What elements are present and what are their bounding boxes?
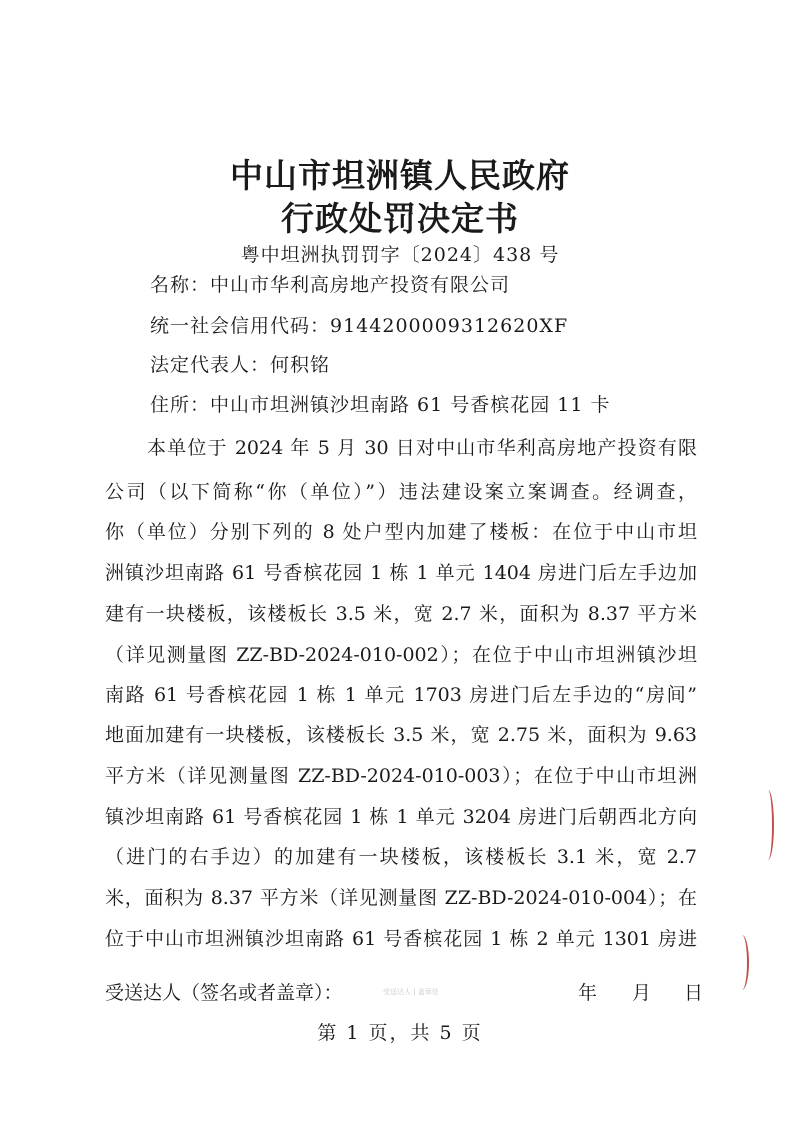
body-line: 建有一块楼板，该楼板长 3.5 米，宽 2.7 米，面积为 8.37 平方米 [105, 603, 697, 625]
body-line: 本单位于 2024 年 5 月 30 日对中山市华利高房地产投资有限 [147, 437, 697, 459]
body-line: 镇沙坦南路 61 号香槟花园 1 栋 1 单元 3204 房进门后朝西北方向 [105, 806, 697, 828]
faint-stamp-text: 受送达人 | 盖章处 [383, 988, 439, 996]
body-line: 平方米（详见测量图 ZZ-BD-2024-010-003）；在位于中山市坦洲 [105, 765, 697, 787]
date-month-label: 月 [632, 982, 652, 1004]
document-number: 粤中坦洲执罚罚字〔2024〕438 号 [240, 244, 560, 266]
party-credit-code: 统一社会信用代码：9144200009312620XF [150, 315, 569, 337]
body-line: 位于中山市坦洲镇沙坦南路 61 号香槟花园 1 栋 2 单元 1301 房进 [105, 928, 697, 950]
body-line: （详见测量图 ZZ-BD-2024-010-002）；在位于中山市坦洲镇沙坦 [105, 644, 697, 666]
party-name: 名称：中山市华利高房地产投资有限公司 [150, 274, 511, 296]
date-day-label: 日 [684, 982, 704, 1004]
body-line: 地面加建有一块楼板，该楼板长 3.5 米，宽 2.75 米，面积为 9.63 [105, 724, 697, 746]
issuer-title: 中山市坦洲镇人民政府 [230, 156, 570, 195]
document-title: 行政处罚决定书 [281, 199, 519, 238]
recipient-signature-label: 受送达人（签名或者盖章）： [105, 982, 343, 1004]
body-line: 公司（以下简称“你（单位）”）违法建设案立案调查。经调查， [105, 481, 697, 503]
party-address: 住所：中山市坦洲镇沙坦南路 61 号香槟花园 11 卡 [150, 394, 611, 416]
seal-edge-mark [762, 790, 774, 860]
body-line: 南路 61 号香槟花园 1 栋 1 单元 1703 房进门后左手边的“房间” [105, 684, 697, 706]
party-legal-representative: 法定代表人：何积铭 [150, 354, 331, 376]
body-line: 你（单位）分别下列的 8 处户型内加建了楼板：在位于中山市坦 [105, 521, 697, 543]
date-year-label: 年 [578, 982, 598, 1004]
seal-edge-mark [735, 935, 749, 990]
body-line: （进门的右手边）的加建有一块楼板，该楼板长 3.1 米，宽 2.7 [105, 846, 697, 868]
body-line: 洲镇沙坦南路 61 号香槟花园 1 栋 1 单元 1404 房进门后左手边加 [105, 562, 697, 584]
page-number: 第 1 页，共 5 页 [317, 1022, 483, 1044]
body-line: 米，面积为 8.37 平方米（详见测量图 ZZ-BD-2024-010-004）；在 [105, 887, 697, 909]
